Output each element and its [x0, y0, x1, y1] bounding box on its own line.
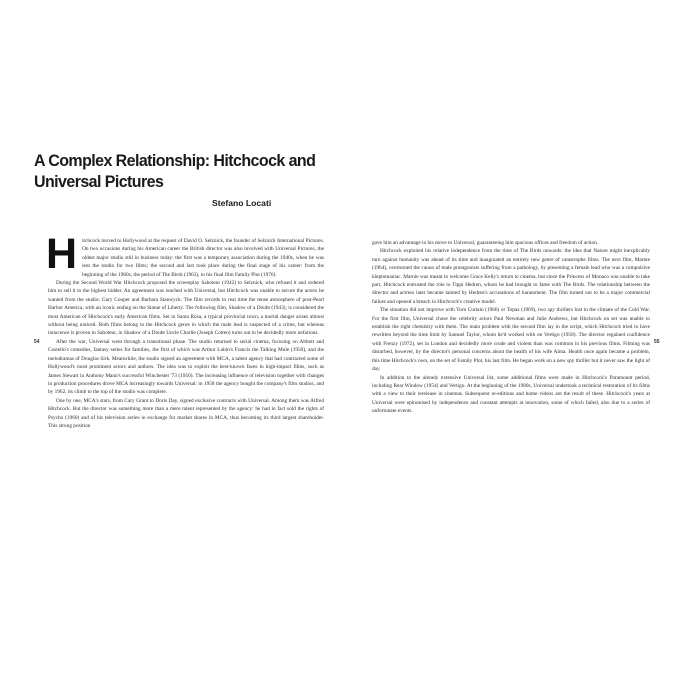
- page-number-left: 54: [34, 339, 40, 345]
- paragraph: gave him an advantage in his move to Universal, guaranteeing him spacious offices and freedom of action.: [372, 240, 599, 246]
- paragraph: After the war, Universal went through a transitional phase. The studio returned to serial cinema, focusing on Abbott and Costello's comedies, fantasy series for families, the first of which was Arthur Lubin's Francis the Talking Mule (1950), and the melodramas of Douglas Sirk. Meanwhile, the studio signed an agreement with MCA, a talent agency that had contracted some of Hollywood's most prominent actors and authors. The idea was to exploit the best-known faces in high-impact films, such as James Stewart in Anthony Mann's successful Winchester '73 (1950). The increasing influence of television together with changes in production procedures drove MCA increasingly towards Universal: in 1958 the agency bought the company's film studios, and by 1962, its climb to the top of the studio was complete.: [48, 338, 324, 396]
- right-text-column: [372, 239, 650, 416]
- paragraph: [46, 230, 324, 279]
- article-title: A Complex Relationship: Hitchcock and Universal Pictures: [34, 151, 316, 191]
- paragraph: One by one, MCA's stars, from Cary Grant to Doris Day, signed exclusive contracts with Universal. Among them was Alfred Hitchcock. But the director was something more than a mere talent represented by the agency: he had in fact sold the rights of Psycho (1960) and of his television series in exchange for market shares in MCA, thus becoming its third largest shareholder. This strong position: [48, 397, 324, 429]
- paragraph: Hitchcock exploited his relative independence from the time of The Birds onwards: the idea that Nature might inexplicably turn against humanity was ahead of its time and inaugurated an entirely new genre of catastrophe films. The next film, Marnie (1964), overturned the canon of male protagonists suffering from a pathology, by presenting a female lead who was a compulsive kleptomaniac. Marnie was meant to welcome Grace Kelly's return to cinema, but since the Princess of Monaco was unable to take part, Hitchcock entrusted the role to Tippi Hedren, whom he had brought to fame with The Birds. The relationship between the director and actress later became tainted by Hedren's accusations of harassment. The film turned out to be a major commercial failure and opened a breach in Hitchcock's creative model.: [372, 248, 650, 305]
- paragraph: During the Second World War Hitchcock proposed the screenplay Saboteur (1942) to Selznick, who refused it and ordered him to sell it to the highest bidder. An agreement was reached with Universal, but Hitchcock was unable to secure the actors he wanted from the studio: Gary Cooper and Barbara Stanwyck. The film records in real time the tense atmosphere of post-Pearl Harbor America, with an iconic ending on the Statue of Liberty. The following film, Shadow of a Doubt (1943), is considered the most American of Hitchcock's early American films. Set in Santa Rosa, a typical provincial town, a mortal danger arises almost without being noticed. Both films belong to the Hitchcock genre in which the male lead is suspected of a crime, but whereas innocence is proven in Saboteur, in Shadow of a Doubt Uncle Charlie (Joseph Cotten) turns out to be decidedly more nefarious.: [48, 280, 324, 337]
- drop-cap: H: [46, 230, 78, 278]
- paragraph: The situation did not improve with Torn Curtain (1966) or Topaz (1969), two spy thrillers lost in the climate of the Cold War. For the first film, Universal chose the celebrity actors Paul Newman and Julie Andrews, but Hitchcock on set was unable to establish the right chemistry with them. The main problem with the second film lay in the script, which Hitchcock tried to have rewritten beyond the time limit by Samuel Taylor, whom he'd worked with on Vertigo (1958). The director regained confidence with Frenzy (1972), set in London and decidedly more crude and violent than was common in his previous films. Filming was disturbed, however, by the director's personal concerns about the health of his wife Alma. Health once again became a problem, this time Hitchcock's own, on the set of Family Plot, his last film. He began work on a new spy thriller but it never saw the light of day.: [372, 307, 650, 373]
- right-page: [350, 0, 700, 700]
- author-name: Stefano Locati: [212, 198, 272, 208]
- paragraph-text: itchcock moved to Hollywood at the request of David O. Selznick, the founder of Selznick International Pictures. On two occasions during his American career the British director was also involved with Universal Pictures, the oldest major studio still in business today: the first was a temporary association during the 1940s, when he was lent the studio for two films; the second and last took place during the final stage of his career: from the beginning of the 1960s, the period of The Birds (1963), to his final film Family Plot (1976).: [82, 238, 324, 278]
- paragraph: In addition to the already extensive Universal list, some additional films were made in Hitchcock's Paramount period, including Rear Window (1954) and Vertigo. At the beginning of the 1980s, Universal undertook a technical restoration of its films with a view to their rerelease in cinemas. Subsequent re-editions and home videos are the result of these. Hitchcock's years at Universal were epitomised by independence and constant attempts at innovation, some of which failed, also due to a series of unfortunate events.: [372, 374, 650, 415]
- page-number-right: 55: [654, 339, 660, 345]
- left-text-column: [46, 230, 324, 430]
